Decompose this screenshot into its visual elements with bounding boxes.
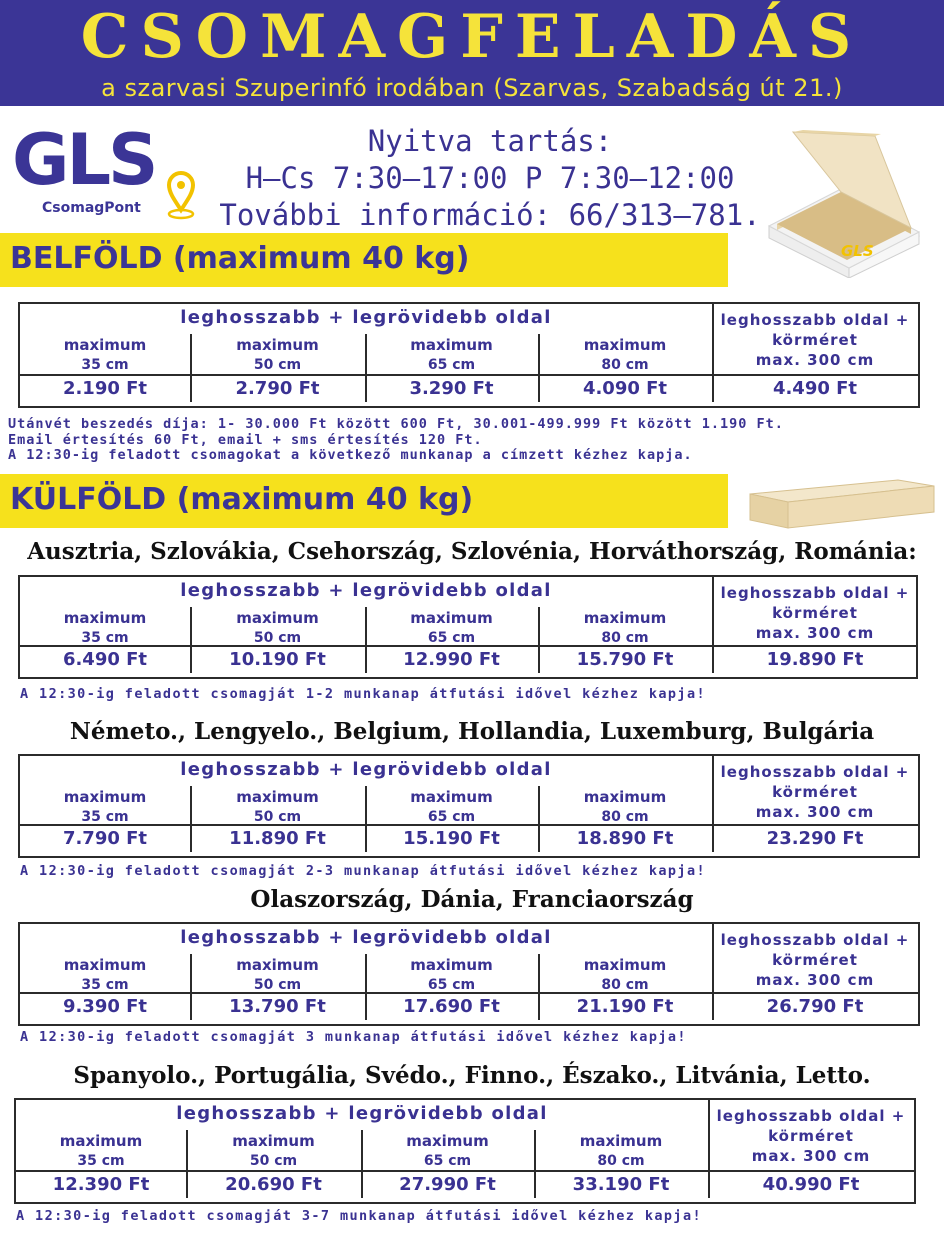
- max-label: maximum: [236, 788, 319, 806]
- note-line: Email értesítés 60 Ft, email + sms értesítés 120 Ft.: [8, 431, 483, 448]
- max-label: maximum: [410, 336, 493, 354]
- price-cell: 10.190 Ft: [229, 649, 326, 670]
- price-cell: 9.390 Ft: [62, 996, 148, 1017]
- size-label: 35 cm: [81, 977, 129, 993]
- girth-label: körméret: [772, 604, 858, 622]
- price-cell: 3.290 Ft: [409, 378, 494, 399]
- size-column-header: [190, 608, 365, 648]
- price-cell: 19.890 Ft: [766, 649, 864, 670]
- price-cell: 11.890 Ft: [229, 828, 326, 849]
- size-column-header: [20, 787, 190, 827]
- size-label: 80 cm: [601, 630, 649, 646]
- girth-label: leghosszabb oldal +: [720, 311, 910, 329]
- price-cell: 2.190 Ft: [62, 378, 148, 399]
- price-cell: 23.290 Ft: [766, 828, 864, 849]
- transit-note: A 12:30-ig feladott csomagját 3-7 munkanap átfutási idővel kézhez kapja!: [16, 1208, 702, 1224]
- girth-label: körméret: [768, 1127, 854, 1145]
- size-label: 65 cm: [427, 630, 476, 646]
- girth-column-header: [708, 1106, 914, 1166]
- domestic-heading: BELFÖLD (maximum 40 kg): [10, 241, 470, 276]
- transit-note: A 12:30-ig feladott csomagját 1-2 munkanap átfutási idővel kézhez kapja!: [20, 686, 706, 702]
- price-cell: 26.790 Ft: [766, 996, 864, 1017]
- note-line: A 12:30-ig feladott csomagokat a következő munkanap a címzett kézhez kapja.: [8, 447, 693, 463]
- transit-note: A 12:30-ig feladott csomagját 3 munkanap átfutási idővel kézhez kapja!: [20, 1029, 687, 1045]
- size-label: 80 cm: [597, 1153, 645, 1169]
- size-column-header: [538, 787, 712, 827]
- size-column-header: [538, 335, 712, 375]
- max-label: maximum: [410, 788, 493, 806]
- max-label: maximum: [63, 788, 147, 806]
- sum-size-header: leghosszabb + legrövidebb oldal: [180, 580, 552, 601]
- max-label: maximum: [410, 609, 493, 627]
- size-label: 50 cm: [253, 977, 302, 993]
- size-column-header: [365, 608, 538, 648]
- max-label: maximum: [63, 956, 147, 974]
- size-label: 50 cm: [249, 1153, 298, 1169]
- logo-subtitle: CsomagPont: [42, 200, 141, 216]
- max-label: maximum: [579, 1132, 663, 1150]
- price-table-zone3: [18, 922, 920, 1026]
- size-label: 50 cm: [253, 809, 302, 825]
- girth-label: max. 300 cm: [755, 624, 875, 642]
- page-subtitle: a szarvasi Szuperinfó irodában (Szarvas, Szabadság út 21.): [101, 74, 843, 102]
- girth-label: leghosszabb oldal +: [720, 763, 910, 781]
- sum-size-header: leghosszabb + legrövidebb oldal: [180, 759, 552, 780]
- size-column-header: [190, 335, 365, 375]
- sum-size-header: leghosszabb + legrövidebb oldal: [176, 1103, 548, 1124]
- domestic-heading-band: [0, 233, 728, 287]
- size-column-header: [20, 608, 190, 648]
- size-column-header: [538, 955, 712, 995]
- price-cell: 27.990 Ft: [399, 1174, 496, 1195]
- price-table-zone4: [14, 1098, 916, 1204]
- girth-label: leghosszabb oldal +: [716, 1107, 906, 1125]
- size-label: 65 cm: [427, 977, 476, 993]
- price-cell: 4.090 Ft: [582, 378, 668, 399]
- max-label: maximum: [583, 609, 667, 627]
- size-label: 80 cm: [601, 809, 649, 825]
- box-logo: [841, 242, 874, 260]
- size-label: 35 cm: [77, 1153, 125, 1169]
- girth-label: leghosszabb oldal +: [720, 931, 910, 949]
- size-column-header: [16, 1131, 186, 1171]
- max-label: maximum: [583, 956, 667, 974]
- size-label: 50 cm: [253, 630, 302, 646]
- girth-label: max. 300 cm: [755, 803, 875, 821]
- size-label: 35 cm: [81, 630, 129, 646]
- region-heading: Olaszország, Dánia, Franciaország: [250, 886, 694, 913]
- size-column-header: [186, 1131, 361, 1171]
- region-heading: Németo., Lengyelo., Belgium, Hollandia, Luxemburg, Bulgária: [69, 718, 875, 745]
- gls-logo: [8, 119, 198, 226]
- transit-note: A 12:30-ig feladott csomagját 2-3 munkanap átfutási idővel kézhez kapja!: [20, 863, 706, 879]
- price-cell: 40.990 Ft: [762, 1174, 860, 1195]
- max-label: maximum: [59, 1132, 143, 1150]
- max-label: maximum: [583, 336, 667, 354]
- price-cell: 7.790 Ft: [62, 828, 148, 849]
- size-label: 80 cm: [601, 357, 649, 373]
- size-column-header: [20, 955, 190, 995]
- girth-label: körméret: [772, 951, 858, 969]
- price-cell: 17.690 Ft: [403, 996, 500, 1017]
- region-heading: Ausztria, Szlovákia, Csehország, Szlovénia, Horváthország, Románia:: [27, 538, 917, 565]
- size-column-header: [365, 335, 538, 375]
- max-label: maximum: [236, 609, 319, 627]
- max-label: maximum: [236, 336, 319, 354]
- size-label: 80 cm: [601, 977, 649, 993]
- girth-label: leghosszabb oldal +: [720, 584, 910, 602]
- price-cell: 13.790 Ft: [229, 996, 326, 1017]
- max-label: maximum: [410, 956, 493, 974]
- price-table-zone2: [18, 754, 920, 858]
- size-column-header: [190, 787, 365, 827]
- size-label: 65 cm: [423, 1153, 472, 1169]
- size-label: 50 cm: [253, 357, 302, 373]
- max-label: maximum: [63, 609, 147, 627]
- region-heading: Spanyolo., Portugália, Svédo., Finno., Észako., Litvánia, Letto.: [73, 1062, 871, 1089]
- price-cell: 15.190 Ft: [403, 828, 500, 849]
- max-label: maximum: [63, 336, 147, 354]
- foreign-heading-band: [0, 474, 728, 528]
- size-label: 35 cm: [81, 809, 129, 825]
- location-pin-icon: [161, 170, 201, 220]
- size-column-header: [190, 955, 365, 995]
- price-cell: 18.890 Ft: [576, 828, 674, 849]
- size-column-header: [365, 787, 538, 827]
- price-cell: 12.390 Ft: [52, 1174, 150, 1195]
- girth-column-header: [712, 310, 918, 370]
- size-label: 65 cm: [427, 809, 476, 825]
- max-label: maximum: [232, 1132, 315, 1150]
- max-label: maximum: [583, 788, 667, 806]
- sum-size-header: leghosszabb + legrövidebb oldal: [180, 307, 552, 328]
- price-cell: 2.790 Ft: [235, 378, 320, 399]
- long-box-image: [748, 472, 936, 530]
- header-banner: [0, 0, 944, 106]
- page-title: CSOMAGFELADÁS: [80, 2, 864, 72]
- logo-brand: GLS: [12, 119, 156, 201]
- max-label: maximum: [236, 956, 319, 974]
- opening-title: Nyitva tartás:: [367, 124, 613, 158]
- size-column-header: [365, 955, 538, 995]
- sum-size-header: leghosszabb + legrövidebb oldal: [180, 927, 552, 948]
- price-cell: 4.490 Ft: [772, 378, 858, 399]
- size-column-header: [538, 608, 712, 648]
- girth-label: körméret: [772, 783, 858, 801]
- girth-column-header: [712, 583, 918, 643]
- parcel-box-image: [763, 128, 925, 278]
- opening-hours-text: H–Cs 7:30–17:00 P 7:30–12:00: [245, 161, 735, 195]
- price-cell: 15.790 Ft: [576, 649, 674, 670]
- size-column-header: [20, 335, 190, 375]
- max-label: maximum: [406, 1132, 489, 1150]
- girth-label: max. 300 cm: [755, 971, 875, 989]
- girth-column-header: [712, 762, 918, 822]
- size-label: 35 cm: [81, 357, 129, 373]
- domestic-price-table: [18, 302, 920, 408]
- girth-column-header: [712, 930, 918, 990]
- size-column-header: [534, 1131, 708, 1171]
- opening-info: További információ: 66/313–781.: [219, 198, 761, 232]
- foreign-heading: KÜLFÖLD (maximum 40 kg): [10, 482, 474, 517]
- price-cell: 20.690 Ft: [225, 1174, 322, 1195]
- price-table-zone1: [18, 575, 918, 679]
- price-cell: 21.190 Ft: [576, 996, 674, 1017]
- price-cell: 12.990 Ft: [403, 649, 500, 670]
- price-cell: 33.190 Ft: [572, 1174, 670, 1195]
- size-label: 65 cm: [427, 357, 476, 373]
- price-cell: 6.490 Ft: [62, 649, 148, 670]
- girth-label: max. 300 cm: [755, 351, 875, 369]
- size-column-header: [361, 1131, 534, 1171]
- girth-label: max. 300 cm: [751, 1147, 871, 1165]
- note-line: Utánvét beszedés díja: 1- 30.000 Ft között 600 Ft, 30.001-499.999 Ft között 1.190 Ft.: [8, 416, 784, 432]
- girth-label: körméret: [772, 331, 858, 349]
- svg-text:GLS: GLS: [841, 242, 874, 260]
- domestic-notes: [8, 417, 784, 464]
